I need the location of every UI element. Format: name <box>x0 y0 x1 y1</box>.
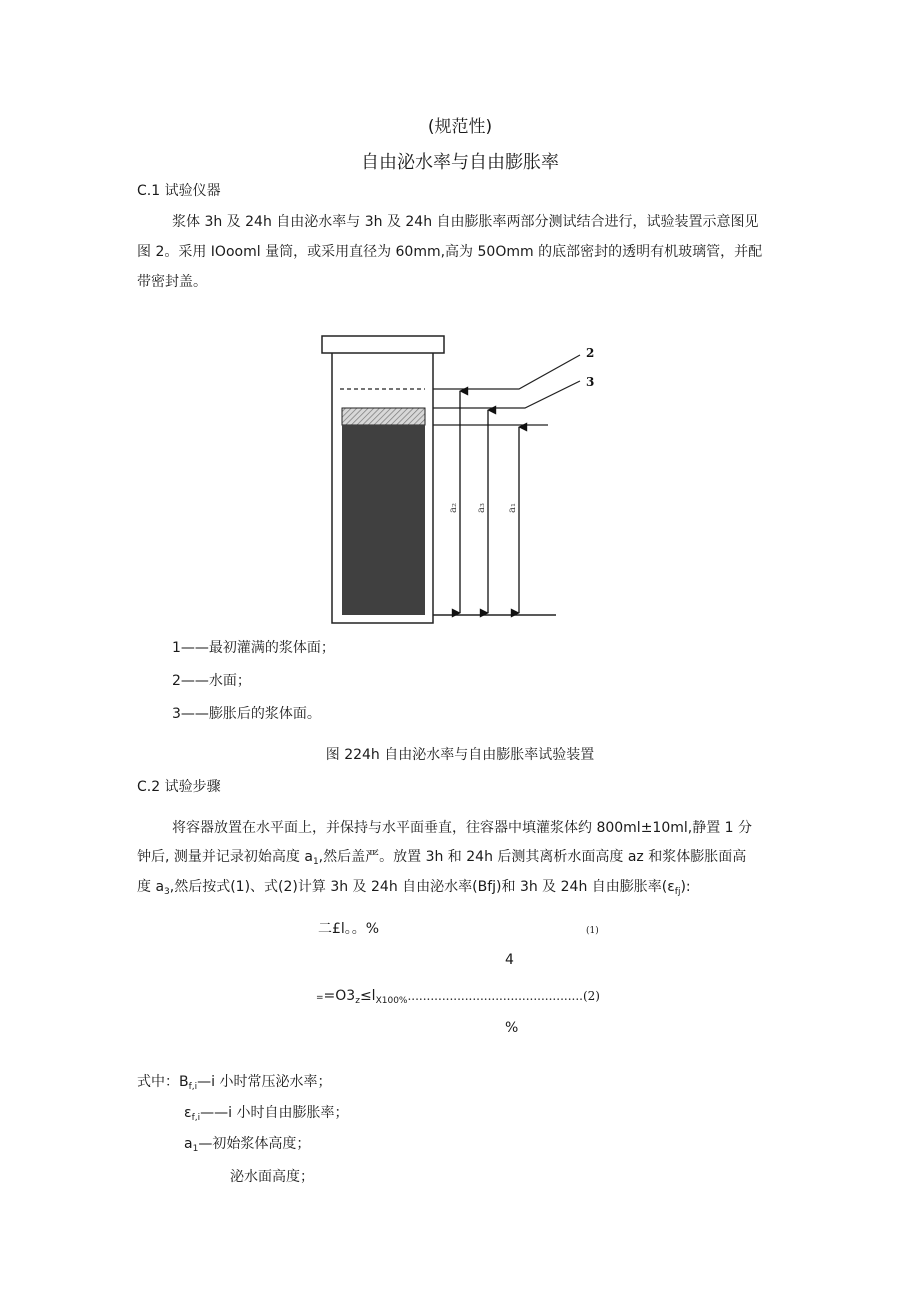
callout-2: 2 <box>586 346 595 360</box>
subscript-1: 1 <box>312 857 319 867</box>
symbol-a1-sub: 1 <box>192 1144 199 1154</box>
subscript-3: 3 <box>164 887 170 897</box>
section-heading-c1: C.1 试验仪器 <box>137 183 221 199</box>
formula-2-dots: ..............................................(2) <box>407 989 600 1003</box>
c2-line3-part-c: ): <box>680 879 691 895</box>
formula-2: $==O3_z\le l_{X100\%}..............................................(2)$ <box>316 988 600 1006</box>
definition-3 <box>184 1133 310 1153</box>
formula-1-denominator: 4 <box>505 952 514 968</box>
c1-para-line-3: 带密封盖。 <box>137 274 207 290</box>
test-apparatus-diagram <box>310 330 610 630</box>
c2-line3-part-b: ,然后按式(1)、式(2)计算 3h 及 24h 自由泌水率(Bfj)和 3h 及 24h 自由膨胀率(ε <box>169 879 675 895</box>
callout-3: 3 <box>586 375 595 389</box>
definition-1-text: —i 小时常压泌水率； <box>197 1074 332 1090</box>
definition-3-text: —初始浆体高度； <box>198 1136 311 1152</box>
legend-item-3: 3——膨胀后的浆体面。 <box>172 706 321 722</box>
dim-label-a2: a₂ <box>448 503 459 513</box>
formula-2-percent: % <box>505 1020 519 1036</box>
formula-2-sub-x: X100% <box>375 996 408 1006</box>
formula-2-part-b: ≤l <box>359 988 376 1004</box>
definition-1 <box>137 1071 331 1091</box>
expansion-band <box>342 408 425 425</box>
water-level-leader <box>433 355 580 389</box>
symbol-efi-sub: f,i <box>191 1113 201 1123</box>
formula-1: 二£l。。% <box>318 921 380 937</box>
figure-caption: 图 224h 自由泌水率与自由膨胀率试验装置 <box>325 747 595 763</box>
c2-line2-part-b: ,然后盖严。放置 3h 和 24h 后测其离析水面高度 az 和浆体膨胀面高 <box>318 849 747 865</box>
c2-line3-part-a: 度 a <box>137 879 165 895</box>
c1-para-line-2: 图 2。采用 IOooml 量筒，或采用直径为 60mm,高为 50Omm 的底部密封的透明有机玻璃管，并配 <box>137 244 763 260</box>
dim-label-a3: a₃ <box>476 503 487 513</box>
annex-title: 自由泌水率与自由膨胀率 <box>361 152 559 173</box>
symbol-bfi: B <box>179 1074 189 1090</box>
formula-2-sub-z: z <box>355 996 360 1006</box>
definition-2 <box>184 1102 348 1122</box>
definition-4: 泌水面高度； <box>230 1169 314 1185</box>
formula-1-number: (1) <box>586 926 599 936</box>
slurry-body <box>342 425 425 615</box>
c1-para-line-1: 浆体 3h 及 24h 自由泌水率与 3h 及 24h 自由膨胀率两部分测试结合进行，试验装置示意图见 <box>172 214 759 230</box>
c2-para-line-3 <box>137 876 691 896</box>
c2-para-line-2 <box>137 846 746 866</box>
legend-item-2: 2——水面； <box>172 673 251 689</box>
container-lid <box>322 336 444 353</box>
definition-2-text: ——i 小时自由膨胀率； <box>200 1105 349 1121</box>
dim-label-a1: a₁ <box>507 503 518 513</box>
section-heading-c2: C.2 试验步骤 <box>137 779 221 795</box>
annex-type: (规范性) <box>427 117 493 137</box>
c2-para-line-1: 将容器放置在水平面上，并保持与水平面垂直，往容器中填灌浆体约 800ml±10ml,静置 1 分 <box>172 820 753 836</box>
symbol-a1: a <box>184 1136 193 1152</box>
formula-2-part-a: =O3 <box>323 988 356 1004</box>
symbol-efi: ε <box>184 1105 192 1121</box>
expanded-surface-leader <box>433 381 580 408</box>
definitions-intro: 式中： <box>137 1074 179 1090</box>
symbol-bfi-sub: f,i <box>188 1082 198 1092</box>
subscript-fj: fj <box>674 887 681 897</box>
legend-item-1: 1——最初灌满的浆体面； <box>172 640 335 656</box>
c2-line2-part-a: 钟后, 测量并记录初始高度 a <box>137 849 313 865</box>
